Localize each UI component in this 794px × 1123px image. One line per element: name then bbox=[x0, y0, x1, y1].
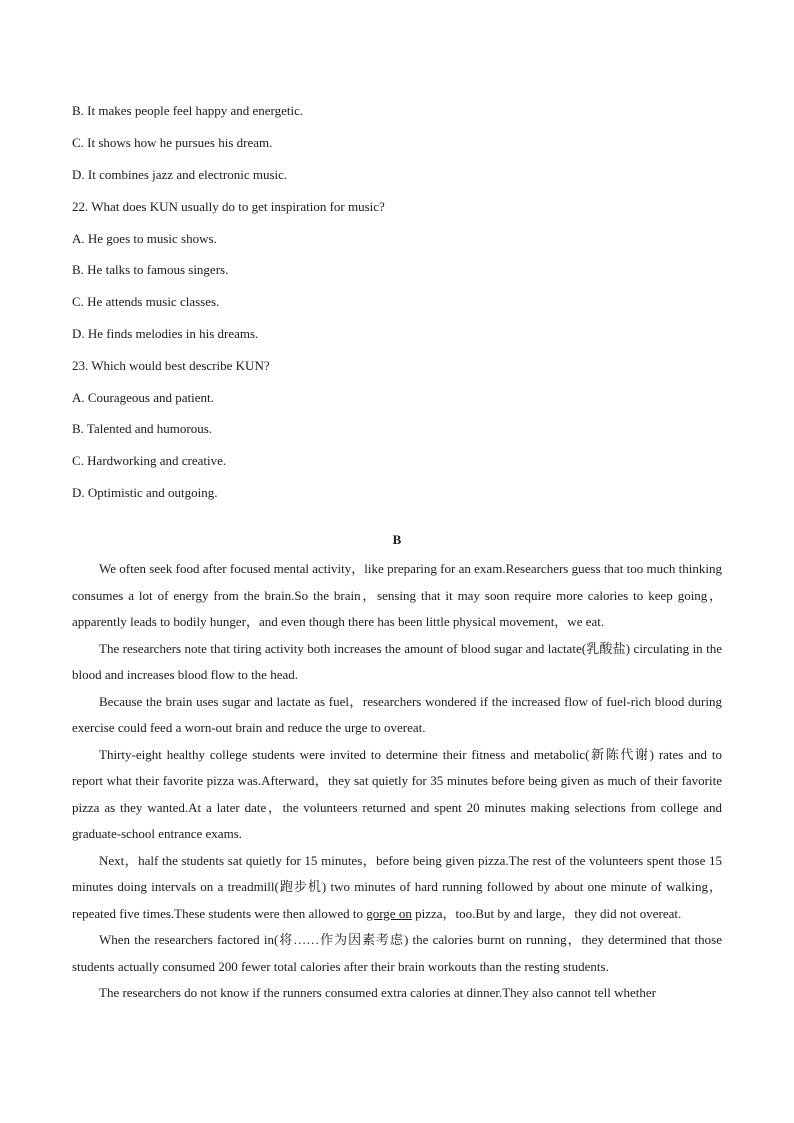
q21-option-c: C. It shows how he pursues his dream. bbox=[72, 135, 273, 150]
q22-option-b: B. He talks to famous singers. bbox=[72, 262, 229, 277]
paragraph-5-text-start: Next，half the students sat quietly for 15 minutes，before being given pizza.The rest of the volunteers spent those 15 minutes doing intervals on a treadmill(跑步机) two minutes of hard running followed by about one minute of walking，repeated five times.These students were then allowed to bbox=[72, 852, 722, 921]
q22-option-c: C. He attends music classes. bbox=[72, 294, 220, 309]
q23-option-c: C. Hardworking and creative. bbox=[72, 453, 227, 468]
passage-paragraph-2: The researchers note that tiring activity both increases the amount of blood sugar and lactate(乳酸盐) circulating in the blood and increases blood flow to the head. bbox=[72, 640, 722, 682]
q23-question: 23. Which would best describe KUN? bbox=[72, 358, 270, 373]
paragraph-5-text-end: pizza，too.But by and large，they did not overeat. bbox=[411, 905, 682, 921]
passage-paragraph-5 bbox=[72, 848, 722, 928]
q22-question: 22. What does KUN usually do to get inspiration for music? bbox=[72, 199, 385, 214]
passage-paragraph-1: We often seek food after focused mental activity，like preparing for an exam.Researchers guess that too much thinking consumes a lot of energy from the brain.So the brain，sensing that it may soon require more calories to keep going，apparently leads to bodily hunger，and even though there has been little physical movement，we eat. bbox=[72, 561, 722, 629]
passage-paragraph-4: Thirty-eight healthy college students were invited to determine their fitness and metabolic(新陈代谢) rates and to report what their favorite pizza was.Afterward，they sat quietly for 35 minutes before being given as much of their favorite pizza as they wanted.At a later date，the volunteers returned and spent 20 minutes making selections from college and graduate-school entrance exams. bbox=[72, 746, 722, 841]
passage-paragraph-6: When the researchers factored in(将……作为因素考虑) the calories burnt on running，they determined that those students actually consumed 200 fewer total calories after their brain workouts than the resting students. bbox=[72, 932, 722, 974]
underlined-phrase: gorge on bbox=[366, 905, 412, 921]
q22-option-a: A. He goes to music shows. bbox=[72, 231, 217, 246]
q21-option-d: D. It combines jazz and electronic music. bbox=[72, 167, 288, 182]
q23-option-b: B. Talented and humorous. bbox=[72, 421, 213, 436]
q21-option-b: B. It makes people feel happy and energetic. bbox=[72, 103, 304, 118]
passage-paragraph-3: Because the brain uses sugar and lactate as fuel，researchers wondered if the increased flow of fuel-rich blood during exercise could feed a worn-out brain and reduce the urge to overeat. bbox=[72, 693, 722, 735]
q23-option-d: D. Optimistic and outgoing. bbox=[72, 485, 218, 500]
section-b-title: B bbox=[392, 532, 402, 547]
q23-option-a: A. Courageous and patient. bbox=[72, 390, 214, 405]
reading-passage-b bbox=[72, 556, 722, 1007]
passage-paragraph-7: The researchers do not know if the runners consumed extra calories at dinner.They also cannot tell whether bbox=[99, 985, 656, 1000]
q22-option-d: D. He finds melodies in his dreams. bbox=[72, 326, 259, 341]
